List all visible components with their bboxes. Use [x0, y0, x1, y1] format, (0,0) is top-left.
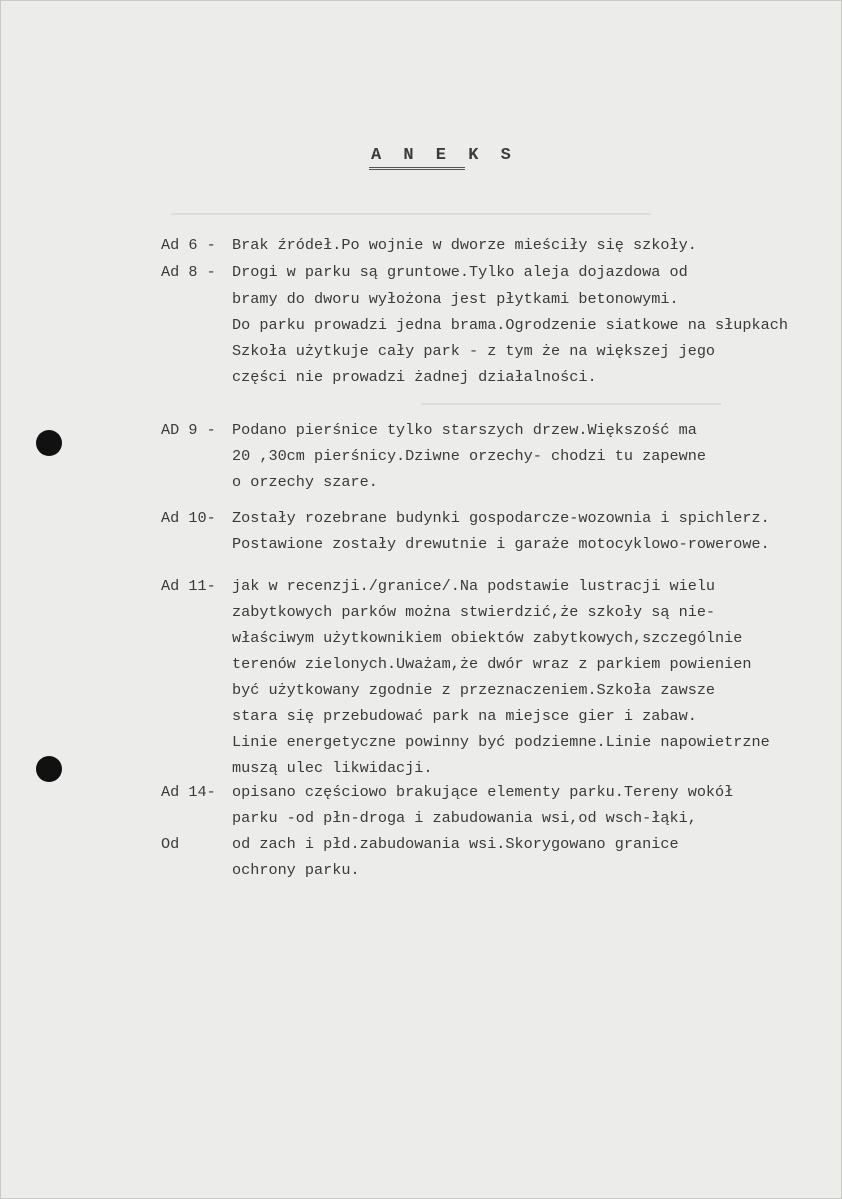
- section-label: Ad 14-: [161, 783, 216, 801]
- text-line: [1, 707, 842, 731]
- text-line: [1, 681, 842, 705]
- line-text: Zostały rozebrane budynki gospodarcze-wozownia i spichlerz.: [232, 509, 770, 527]
- line-text: stara się przebudować park na miejsce gier i zabaw.: [232, 707, 697, 725]
- line-text: części nie prowadzi żadnej działalności.: [232, 368, 597, 386]
- section-label: Ad 8 -: [161, 263, 216, 281]
- line-text: być użytkowany zgodnie z przeznaczeniem.Szkoła zawsze: [232, 681, 716, 699]
- line-text: jak w recenzji./granice/.Na podstawie lustracji wielu: [232, 577, 716, 595]
- text-line: [1, 809, 842, 833]
- line-text: terenów zielonych.Uważam,że dwór wraz z parkiem powienien: [232, 655, 752, 673]
- section-label: Od: [161, 835, 180, 853]
- line-text: ochrony parku.: [232, 861, 360, 879]
- text-line: [1, 603, 842, 627]
- line-text: Do parku prowadzi jedna brama.Ogrodzenie siatkowe na słupkach: [232, 316, 788, 334]
- show-through-mark: [421, 403, 721, 405]
- page-title: A N E K S: [371, 146, 517, 165]
- section-label: Ad 11-: [161, 577, 216, 595]
- line-text: muszą ulec likwidacji.: [232, 759, 433, 777]
- line-text: bramy do dworu wyłożona jest płytkami betonowymi.: [232, 290, 679, 308]
- text-line: [1, 733, 842, 757]
- line-text: Podano pierśnice tylko starszych drzew.Większość ma: [232, 421, 697, 439]
- text-line: [1, 629, 842, 653]
- line-text: zabytkowych parków można stwierdzić,że szkoły są nie-: [232, 603, 716, 621]
- line-text: o orzechy szare.: [232, 473, 378, 491]
- text-line: [1, 447, 842, 471]
- line-text: parku -od płn-droga i zabudowania wsi,od wsch-łąki,: [232, 809, 697, 827]
- text-line: [1, 342, 842, 366]
- text-line: [1, 759, 842, 783]
- section-label: Ad 6 -: [161, 236, 216, 254]
- text-line: [1, 509, 842, 533]
- line-text: właściwym użytkownikiem obiektów zabytkowych,szczególnie: [232, 629, 743, 647]
- line-text: opisano częściowo brakujące elementy parku.Tereny wokół: [232, 783, 734, 801]
- line-text: Postawione zostały drewutnie i garaże motocyklowo-rowerowe.: [232, 535, 770, 553]
- line-text: Szkoła użytkuje cały park - z tym że na większej jego: [232, 342, 716, 360]
- text-line: [1, 577, 842, 601]
- text-line: [1, 421, 842, 445]
- line-text: Drogi w parku są gruntowe.Tylko aleja dojazdowa od: [232, 263, 688, 281]
- text-line: [1, 861, 842, 885]
- title-underline: [369, 167, 465, 170]
- text-line: [1, 263, 842, 287]
- text-line: [1, 655, 842, 679]
- show-through-mark: [171, 213, 651, 215]
- text-line: [1, 290, 842, 314]
- text-line: [1, 316, 842, 340]
- text-line: [1, 236, 842, 260]
- text-line: [1, 783, 842, 807]
- line-text: 20 ,30cm pierśnicy.Dziwne orzechy- chodzi tu zapewne: [232, 447, 706, 465]
- text-line: [1, 473, 842, 497]
- text-line: [1, 535, 842, 559]
- section-label: AD 9 -: [161, 421, 216, 439]
- line-text: Brak źródeł.Po wojnie w dworze mieściły się szkoły.: [232, 236, 697, 254]
- section-label: Ad 10-: [161, 509, 216, 527]
- text-line: [1, 835, 842, 859]
- line-text: od zach i płd.zabudowania wsi.Skorygowano granice: [232, 835, 679, 853]
- line-text: Linie energetyczne powinny być podziemne.Linie napowietrzne: [232, 733, 770, 751]
- text-line: [1, 368, 842, 392]
